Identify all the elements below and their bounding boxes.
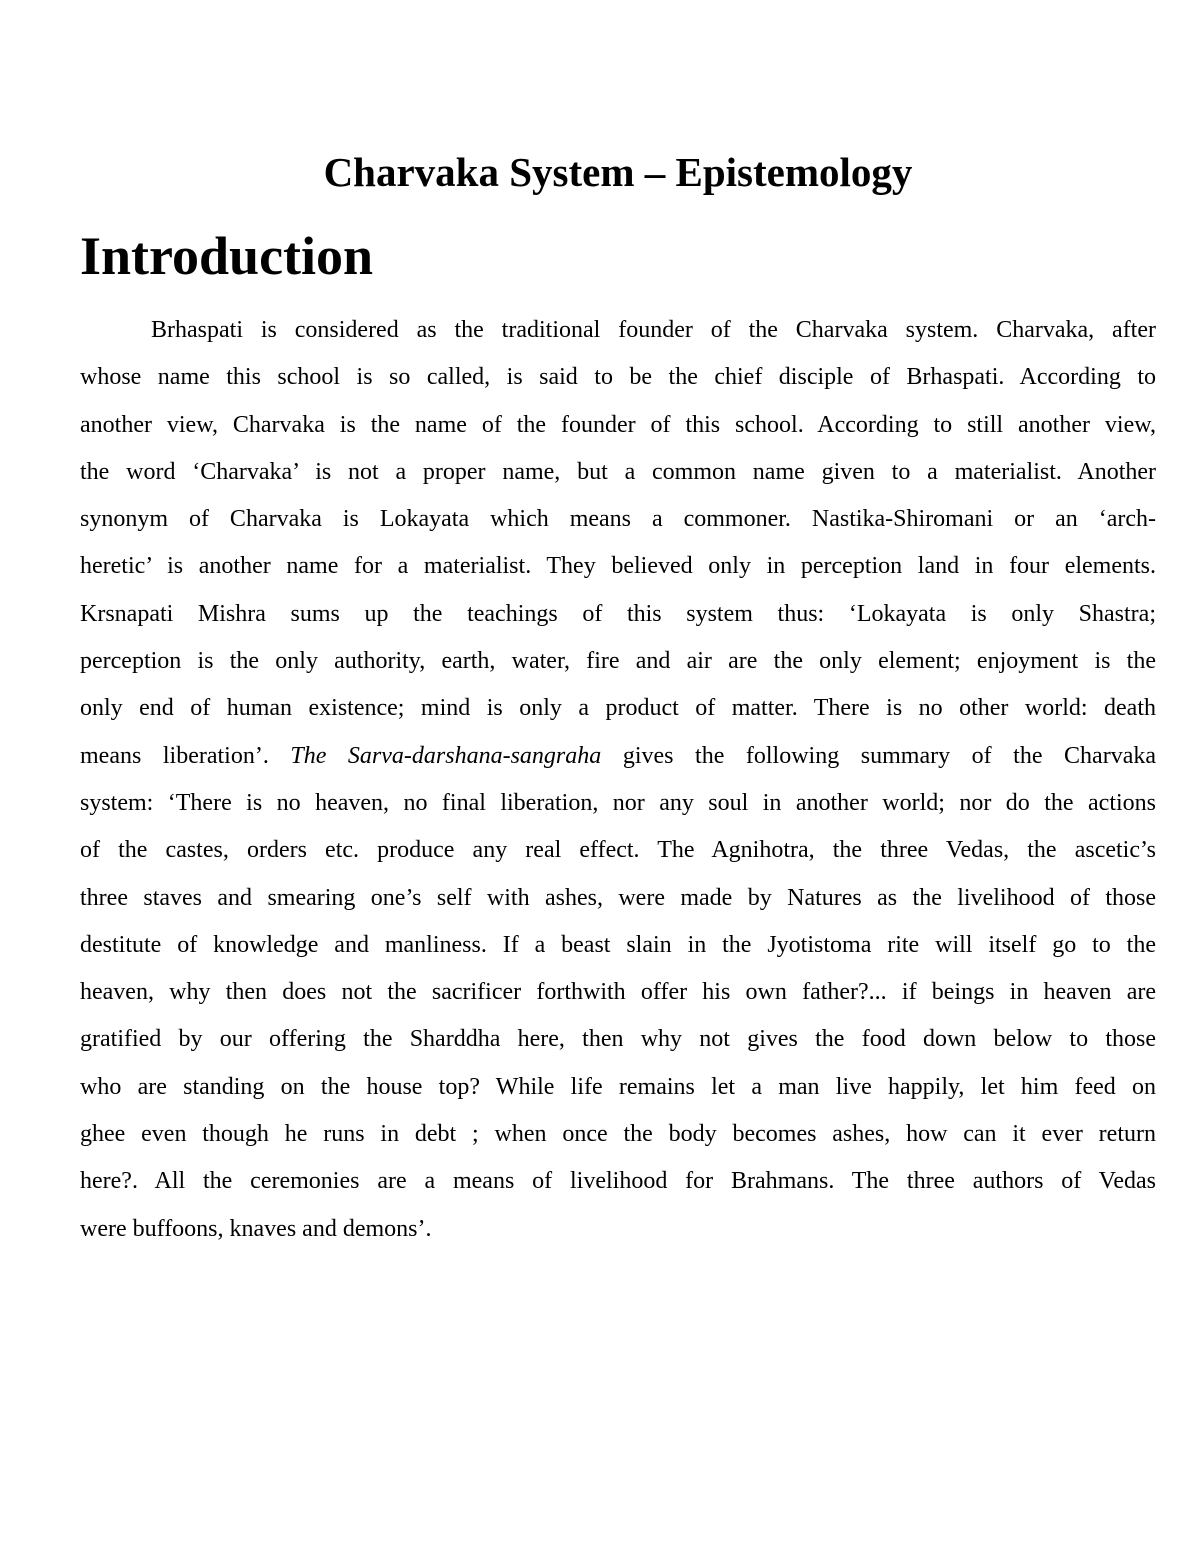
paragraph-line: the word ‘Charvaka’ is not a proper name, but a common name given to a materialist. Another (80, 458, 1156, 485)
paragraph-line: Brhaspati is considered as the traditional founder of the Charvaka system. Charvaka, after (151, 317, 1156, 343)
paragraph-line: only end of human existence; mind is only a product of matter. There is no other world: death (80, 695, 1156, 722)
paragraph-line: gratified by our offering the Sharddha here, then why not gives the food down below to those (80, 1026, 1156, 1053)
paragraph-line: Krsnapati Mishra sums up the teachings of this system thus: ‘Lokayata is only Shastra; (80, 600, 1156, 627)
paragraph-line: of the castes, orders etc. produce any real effect. The Agnihotra, the three Vedas, the ascetic’s (80, 837, 1156, 864)
paragraph-line-with-citation (80, 733, 1156, 780)
paragraph-line: here?. All the ceremonies are a means of livelihood for Brahmans. The three authors of Vedas (80, 1168, 1156, 1195)
section-heading-introduction: Introduction (80, 226, 374, 286)
line-text-before-citation: means liberation’. (80, 742, 291, 769)
paragraph-line: whose name this school is so called, is said to be the chief disciple of Brhaspati. According to (80, 364, 1156, 391)
paragraph-line: synonym of Charvaka is Lokayata which means a commoner. Nastika-Shiromani or an ‘arch- (80, 506, 1156, 533)
paragraph-line: heretic’ is another name for a materialist. They believed only in perception land in four elements. (80, 553, 1156, 580)
paragraph-line: system: ‘There is no heaven, no final liberation, nor any soul in another world; nor do the actions (80, 789, 1156, 816)
paragraph-line: another view, Charvaka is the name of the founder of this school. According to still another view, (80, 411, 1156, 438)
paragraph-line: ghee even though he runs in debt ; when once the body becomes ashes, how can it ever return (80, 1121, 1156, 1148)
paragraph-line: three staves and smearing one’s self with ashes, were made by Natures as the livelihood of those (80, 884, 1156, 911)
paragraph-line-last: were buffoons, knaves and demons’. (80, 1215, 432, 1242)
document-title: Charvaka System – Epistemology (323, 149, 913, 195)
paragraph-line: who are standing on the house top? While life remains let a man live happily, let him feed on (80, 1073, 1156, 1100)
line-text-after-citation: gives the following summary of the Charvaka (601, 742, 1156, 769)
paragraph-line: destitute of knowledge and manliness. If a beast slain in the Jyotistoma rite will itself go to the (80, 931, 1156, 958)
introduction-paragraph (80, 307, 1156, 1253)
book-title-citation: The Sarva-darshana-sangraha (290, 742, 602, 769)
paragraph-line: heaven, why then does not the sacrificer forthwith offer his own father?... if beings in heaven are (80, 979, 1156, 1006)
paragraph-line: perception is the only authority, earth, water, fire and air are the only element; enjoyment is the (80, 648, 1156, 675)
